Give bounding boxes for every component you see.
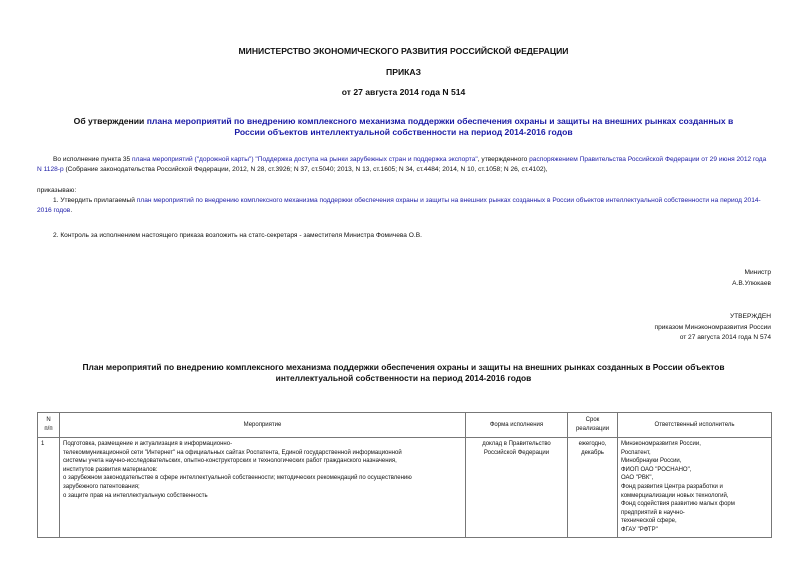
- plan-table-header: [38, 413, 772, 438]
- row-form: доклад в Правительство Российской Федерации: [466, 438, 568, 538]
- col-header-event: Мероприятие: [60, 413, 466, 438]
- clause-1-end: .: [70, 206, 73, 214]
- preamble-paragraph: [37, 155, 772, 174]
- roadmap-link[interactable]: плана мероприятий ("дорожной карты") "Поддержка доступа на рынки зарубежных стран и поддержка экспорта": [132, 156, 478, 163]
- approval-line-3: от 27 августа 2014 года N 574: [679, 334, 771, 341]
- col-header-form: Форма исполнения: [466, 413, 568, 438]
- order-heading: ПРИКАЗ: [386, 67, 421, 77]
- row-event: Подготовка, размещение и актуализация в информационно- телекоммуникационной сети "Интернет" на официальных сайтах Роспатента, Единой государственной информационной системы учета научно-исследовательских, опытно-конструкторских и технологических работ гражданского назначения, институтов развития материалов: о зарубежном законодательстве в сфере интеллектуальной собственности; методических рекомендаций по осуществлению зарубежного патентования; о защите прав на интеллектуальную собственность: [60, 438, 466, 538]
- plan-title: План мероприятий по внедрению комплексного механизма поддержки обеспечения охраны и защиты на внешних рынках созданных в России объектов интеллектуальной собственности на период 2014-2016 годов: [82, 362, 725, 383]
- ministry-heading: МИНИСТЕРСТВО ЭКОНОМИЧЕСКОГО РАЗВИТИЯ РОССИЙСКОЙ ФЕДЕРАЦИИ: [238, 46, 569, 56]
- row-term: ежегодно, декабрь: [568, 438, 618, 538]
- approval-line-2: приказом Минэкономразвития России: [654, 323, 771, 331]
- order-title: [60, 116, 747, 138]
- order-title-link[interactable]: плана мероприятий по внедрению комплексного механизма поддержки обеспечения охраны и защиты на внешних рынках созданных в России объектов интеллектуальной собственности на период 2014-2016 годов: [146, 116, 734, 137]
- order-date: от 27 августа 2014 года N 514: [341, 87, 466, 97]
- plan-table: [37, 412, 772, 538]
- preamble-text-a: Во исполнение пункта 35: [53, 156, 133, 163]
- order-word: приказываю:: [37, 187, 77, 194]
- clause-1: [37, 196, 772, 215]
- col-header-responsible: Ответственный исполнитель: [618, 413, 772, 438]
- preamble-text-b: , утвержденного: [477, 156, 530, 163]
- approval-block: [655, 312, 772, 344]
- government-order-link[interactable]: распоряжением Правительства Российской Федерации от 29 июня 2012 года N 1128-р: [37, 156, 767, 173]
- clause-1-text: 1. Утвердить прилагаемый: [53, 197, 137, 204]
- plan-link[interactable]: план мероприятий по внедрению комплексного механизма поддержки обеспечения охраны и защиты на внешних рынках созданных в России объектов интеллектуальной собственности на период 2014-2016 годов: [37, 197, 761, 214]
- row-responsible: Минэкономразвития России, Роспатент, Минобрнауки России, ФИОП ОАО "РОСНАНО", ОАО "РВК", Фонд развития Центра разработки и коммерциализации новых технологий, Фонд содействия развитию малых форм предприятий в научно- технической сфере, ФГАУ "РФТР": [618, 438, 772, 538]
- row-number: 1: [38, 438, 60, 538]
- clause-2: 2. Контроль за исполнением настоящего приказа возложить на статс-секретаря - заместителя Министра Фомичева О.В.: [53, 232, 422, 239]
- approval-line-1: УТВЕРЖДЕН: [729, 313, 771, 320]
- table-row: [38, 438, 772, 538]
- signature-position: Министр: [744, 269, 771, 276]
- col-header-number: N п/п: [38, 413, 60, 438]
- signature-name: А.В.Улюкаев: [732, 279, 771, 287]
- col-header-term: Срок реализации: [568, 413, 618, 438]
- order-title-prefix: Об утверждении: [73, 116, 147, 126]
- signature-block: [732, 268, 771, 289]
- preamble-text-c: (Собрание законодательства Российской Федерации, 2012, N 28, ст.3926; N 37, ст.5040; 2013, N 13, ст.1605; N 34, ст.4484; 2014, N 10, ст.1058; N 26, ст.4102),: [63, 165, 548, 173]
